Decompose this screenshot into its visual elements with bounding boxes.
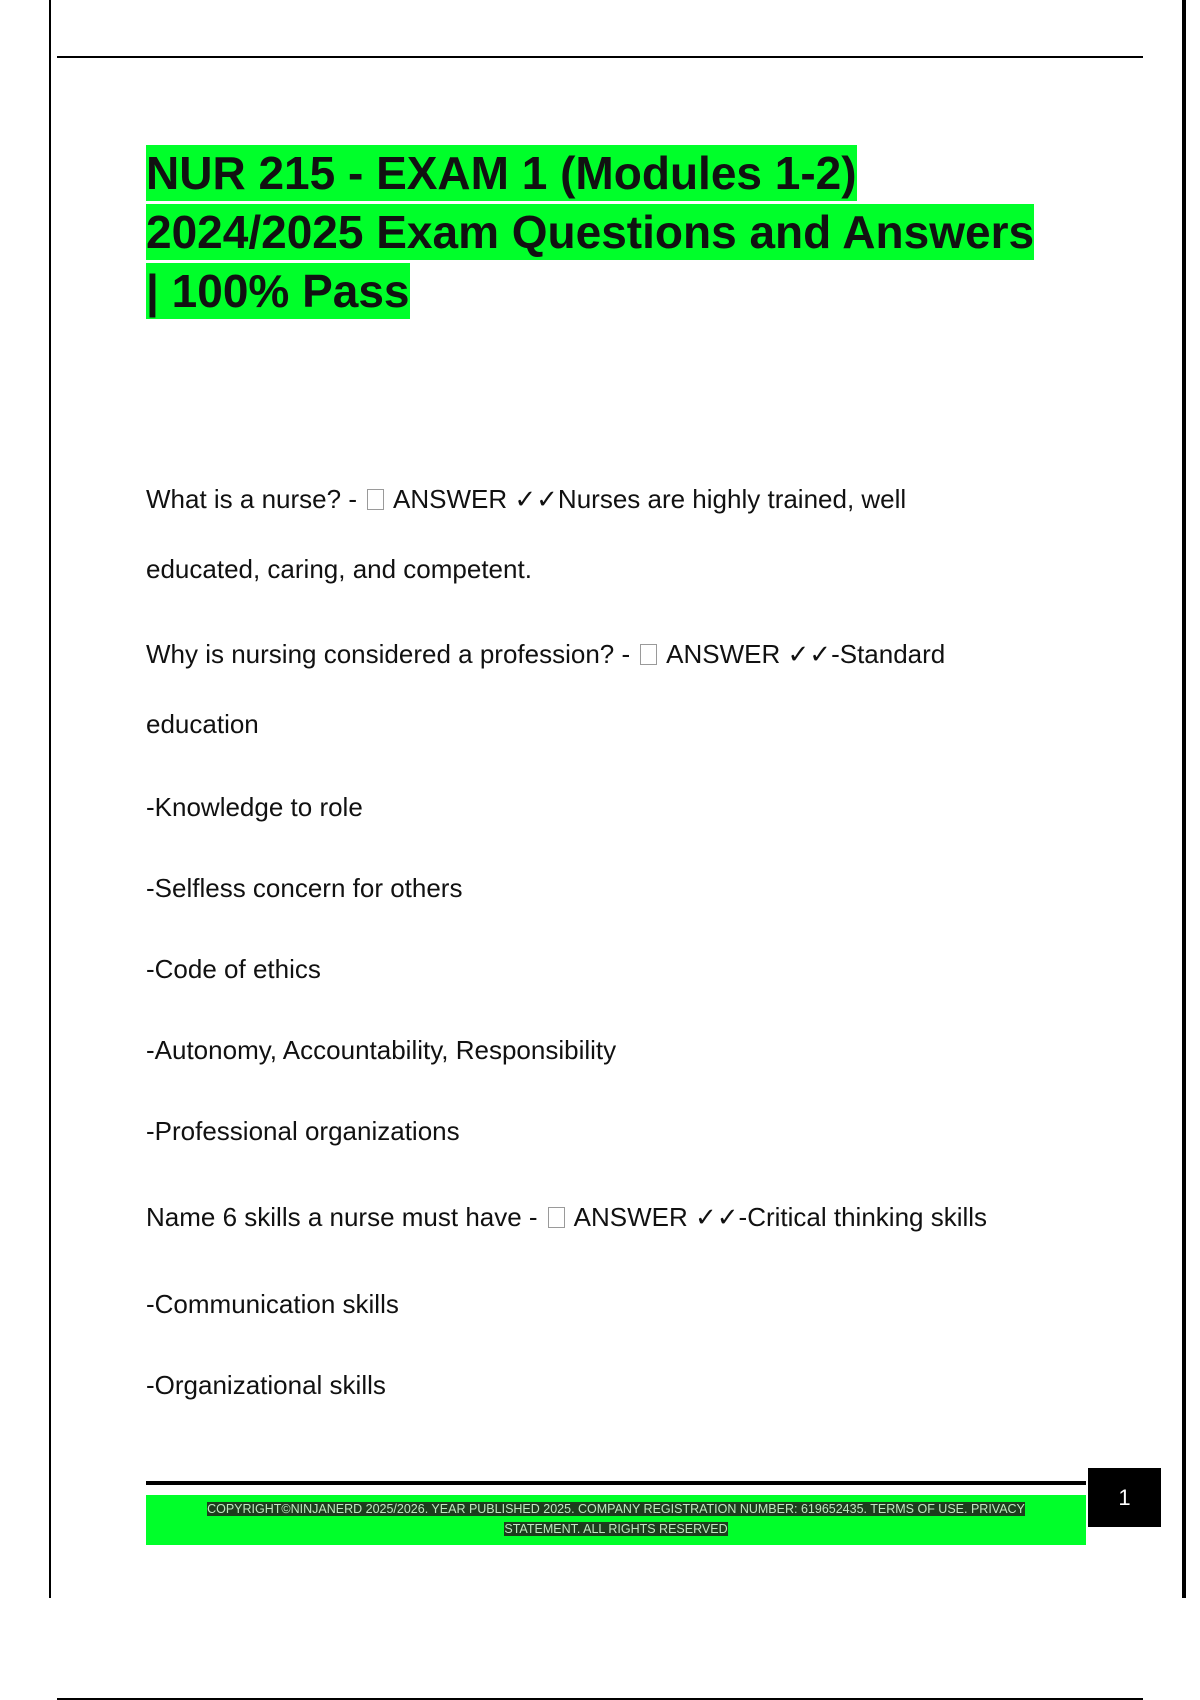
question-line: [146, 639, 945, 670]
answer-line: -Selfless concern for others: [146, 873, 463, 903]
copyright-line-2: STATEMENT. ALL RIGHTS RESERVED: [504, 1522, 728, 1536]
document-title: [146, 144, 1086, 321]
answer-line: -Knowledge to role: [146, 792, 363, 822]
question-line: [146, 484, 906, 515]
missing-glyph-icon: [548, 1207, 565, 1228]
answer-text: ANSWER ✓✓-Standard: [666, 639, 946, 669]
question-text: Why is nursing considered a profession? -: [146, 639, 631, 669]
page-border-left: [49, 0, 51, 1598]
header-rule: [57, 56, 1143, 58]
copyright-footer: [146, 1495, 1086, 1545]
title-line-1: NUR 215 - EXAM 1 (Modules 1-2): [146, 147, 857, 199]
answer-line: -Organizational skills: [146, 1370, 386, 1400]
page-border-right: [1182, 0, 1186, 1598]
answer-line: educated, caring, and competent.: [146, 554, 532, 584]
answer-text: ANSWER ✓✓Nurses are highly trained, well: [393, 484, 907, 514]
question-text: What is a nurse? -: [146, 484, 357, 514]
answer-line: -Communication skills: [146, 1289, 399, 1319]
answer-line: -Autonomy, Accountability, Responsibility: [146, 1035, 617, 1065]
copyright-line-1: COPYRIGHT©NINJANERD 2025/2026. YEAR PUBLISHED 2025. COMPANY REGISTRATION NUMBER: 619652435. TERMS OF USE. PRIVACY: [207, 1502, 1025, 1516]
page-number: 1: [1088, 1468, 1161, 1527]
answer-line: education: [146, 709, 259, 739]
missing-glyph-icon: [640, 644, 657, 665]
question-line: [146, 1202, 987, 1233]
answer-text: ANSWER ✓✓-Critical thinking skills: [573, 1202, 988, 1232]
title-line-2: 2024/2025 Exam Questions and Answers: [146, 206, 1035, 258]
missing-glyph-icon: [367, 489, 384, 510]
footer-rule: [146, 1481, 1086, 1485]
question-text: Name 6 skills a nurse must have -: [146, 1202, 538, 1232]
title-line-3: | 100% Pass: [146, 265, 410, 317]
answer-line: -Professional organizations: [146, 1116, 460, 1146]
answer-line: -Code of ethics: [146, 954, 321, 984]
